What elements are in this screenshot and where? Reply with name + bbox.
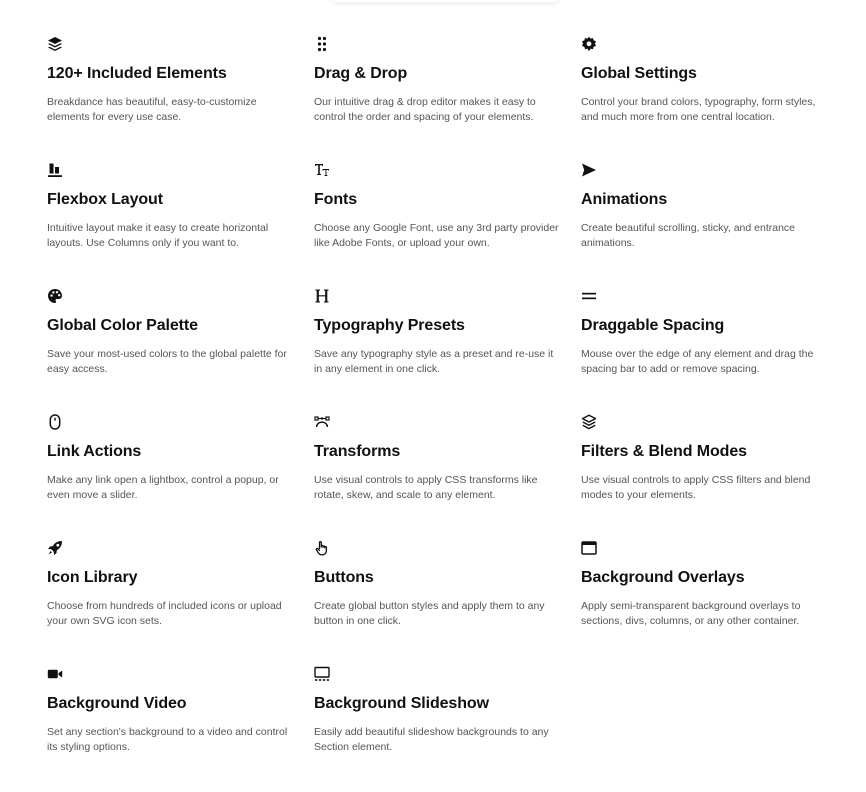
feature-description: Set any section's background to a video and control its styling options. xyxy=(47,726,288,753)
feature-description: Save your most-used colors to the global palette for easy access. xyxy=(47,348,287,375)
feature-drag-drop xyxy=(314,36,581,162)
layers-icon xyxy=(47,36,65,54)
feature-animations xyxy=(581,162,848,288)
feature-title: Global Color Palette xyxy=(47,317,198,334)
mouse-icon xyxy=(47,414,65,432)
feature-draggable-spacing xyxy=(581,288,848,414)
rocket-icon xyxy=(47,540,65,558)
feature-title: Transforms xyxy=(314,443,401,460)
feature-title: Buttons xyxy=(314,569,374,586)
feature-title: Background Slideshow xyxy=(314,695,489,712)
feature-description: Control your brand colors, typography, form styles, and much more from one central location. xyxy=(581,96,816,123)
feature-title: Global Settings xyxy=(581,65,697,82)
feature-background-overlays xyxy=(581,540,848,666)
feature-description: Apply semi-transparent background overlays to sections, divs, columns, or any other container. xyxy=(581,600,801,627)
feature-title: Fonts xyxy=(314,191,358,208)
feature-buttons xyxy=(314,540,581,666)
top-tab-shadow xyxy=(330,0,560,2)
feature-description: Make any link open a lightbox, control a popup, or even move a slider. xyxy=(47,474,279,501)
feature-description: Choose any Google Font, use any 3rd party provider like Adobe Fonts, or upload your own. xyxy=(314,222,559,249)
feature-title: Animations xyxy=(581,191,668,208)
flexbox-icon xyxy=(47,162,65,180)
slideshow-icon xyxy=(314,666,332,684)
feature-icon-library xyxy=(47,540,314,666)
feature-title: Background Video xyxy=(47,695,187,712)
feature-title: Icon Library xyxy=(47,569,138,586)
feature-title: Typography Presets xyxy=(314,317,465,334)
gear-icon xyxy=(581,36,599,54)
feature-flexbox-layout xyxy=(47,162,314,288)
feature-description: Use visual controls to apply CSS filters and blend modes to your elements. xyxy=(581,474,811,501)
feature-description: Choose from hundreds of included icons or upload your own SVG icon sets. xyxy=(47,600,282,627)
feature-included-elements xyxy=(47,36,314,162)
feature-title: Drag & Drop xyxy=(314,65,408,82)
bezier-icon xyxy=(314,414,332,432)
feature-description: Easily add beautiful slideshow backgrounds to any Section element. xyxy=(314,726,549,753)
feature-description: Breakdance has beautiful, easy-to-customize elements for every use case. xyxy=(47,96,257,123)
feature-description: Mouse over the edge of any element and drag the spacing bar to add or remove spacing. xyxy=(581,348,814,375)
feature-description: Our intuitive drag & drop editor makes it easy to control the order and spacing of your elements. xyxy=(314,96,536,123)
feature-global-settings xyxy=(581,36,848,162)
feature-link-actions xyxy=(47,414,314,540)
feature-fonts xyxy=(314,162,581,288)
feature-title: Flexbox Layout xyxy=(47,191,163,208)
palette-icon xyxy=(47,288,65,306)
feature-transforms xyxy=(314,414,581,540)
feature-title: Link Actions xyxy=(47,443,142,460)
drag-handle-icon xyxy=(314,36,332,54)
feature-background-video xyxy=(47,666,314,792)
feature-description: Save any typography style as a preset and re-use it in any element in one click. xyxy=(314,348,554,375)
feature-global-color-palette xyxy=(47,288,314,414)
equals-icon xyxy=(581,288,599,306)
pointer-hand-icon xyxy=(314,540,332,558)
feature-title: 120+ Included Elements xyxy=(47,65,227,82)
features-grid xyxy=(47,36,848,792)
feature-title: Filters & Blend Modes xyxy=(581,443,747,460)
feature-typography-presets xyxy=(314,288,581,414)
window-icon xyxy=(581,540,599,558)
feature-description: Create beautiful scrolling, sticky, and entrance animations. xyxy=(581,222,795,249)
font-icon xyxy=(314,162,332,180)
feature-title: Background Overlays xyxy=(581,569,745,586)
feature-title: Draggable Spacing xyxy=(581,317,725,334)
feature-description: Use visual controls to apply CSS transforms like rotate, skew, and scale to any element. xyxy=(314,474,538,501)
feature-description: Intuitive layout make it easy to create horizontal layouts. Use Columns only if you want to. xyxy=(47,222,269,249)
feature-filters-blend-modes xyxy=(581,414,848,540)
stack-icon xyxy=(581,414,599,432)
feature-description: Create global button styles and apply them to any button in one click. xyxy=(314,600,545,627)
paper-plane-icon xyxy=(581,162,599,180)
heading-icon xyxy=(314,288,332,306)
feature-background-slideshow xyxy=(314,666,581,792)
video-camera-icon xyxy=(47,666,65,684)
